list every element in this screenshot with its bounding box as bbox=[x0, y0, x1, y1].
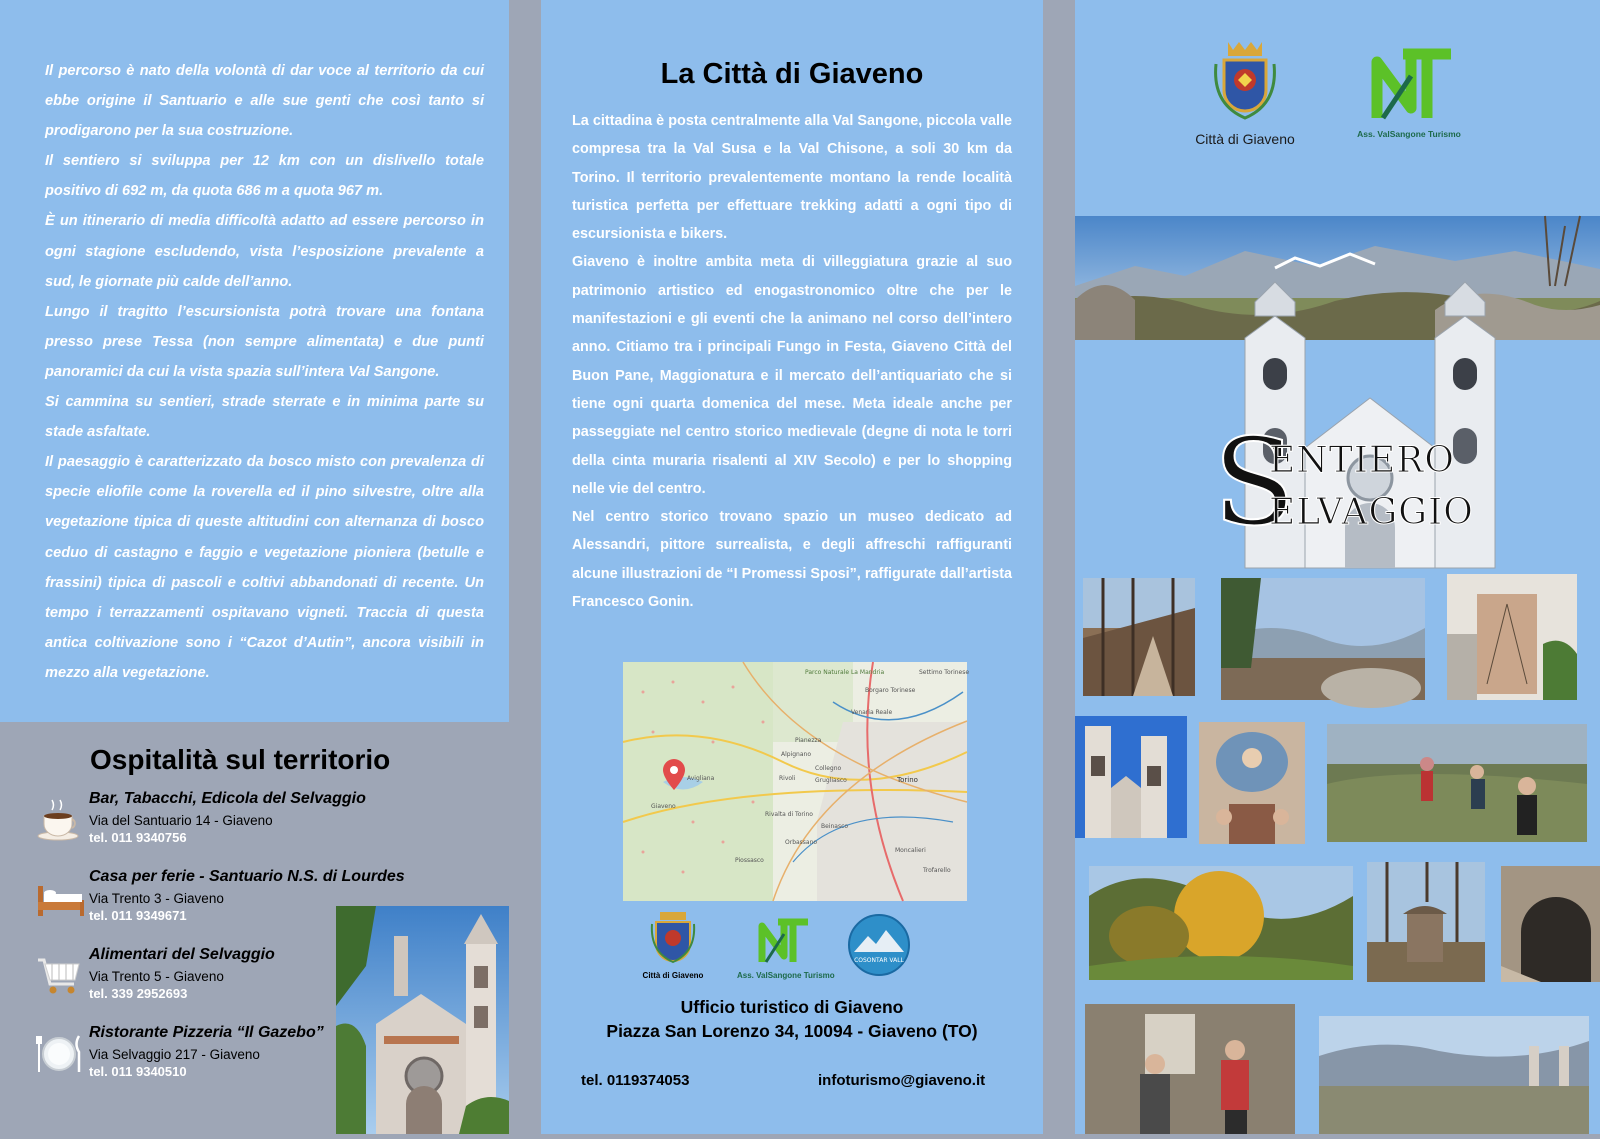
hospitality-address: Via Selvaggio 217 - Giaveno bbox=[89, 1047, 260, 1062]
trail-paragraph: Il percorso è nato della volontà di dar voce al territorio da cui ebbe origine il Santuario e alle sue genti che così tanto si prodigarono per la sua costruzione. bbox=[45, 63, 484, 140]
valsangone-logo bbox=[737, 914, 835, 980]
brand-word-sentiero: ENTIERO bbox=[1269, 440, 1455, 481]
hospitality-phone: tel. 339 2952693 bbox=[89, 986, 188, 1001]
hospitality-phone: tel. 011 9340510 bbox=[89, 1064, 187, 1079]
woodland-path-photo bbox=[1083, 578, 1195, 696]
hospitality-phone: tel. 011 9349671 bbox=[89, 908, 187, 923]
hospitality-phone: tel. 011 9340756 bbox=[89, 830, 187, 845]
map-label: Giaveno bbox=[651, 803, 676, 810]
city-description bbox=[572, 107, 1012, 616]
valsangone-logo-caption: Ass. ValSangone Turismo bbox=[737, 971, 835, 980]
hospitality-address: Via del Santuario 14 - Giaveno bbox=[89, 813, 273, 828]
map-label: Piossasco bbox=[735, 857, 764, 864]
valley-view-photo bbox=[1221, 578, 1425, 700]
hospitality-address: Via Trento 3 - Giaveno bbox=[89, 891, 224, 906]
trail-paragraph: Il paesaggio è caratterizzato da bosco misto con prevalenza di specie eliofile come la roverella ed il pino silvestre, oltre alla vegetazione tipica di queste altitudini con alternanza di bosco ceduo di castagno e faggio e vegetazione pioniera (betulle e frassini) tipica di pascoli e coltivi abbandonati di recente. Un tempo i terrazzamenti ospitavano vigneti. Traccia di questa antica coltivazione sono i “Cazot d’Autin”, ancora visibili in mezzo alla vegetazione. bbox=[45, 454, 484, 681]
trail-description-panel bbox=[0, 0, 509, 722]
map-label: Borgaro Torinese bbox=[865, 687, 916, 694]
map-label: Alpignano bbox=[781, 751, 812, 758]
trail-paragraph: È un itinerario di media difficoltà adatto ad essere percorso in ogni stagione escludendo, vista l’esposizione prevalente a sud, le giornate più calde dell’anno. bbox=[45, 213, 484, 290]
hospitality-panel bbox=[0, 722, 509, 1134]
trail-paragraph: Si cammina su sentieri, strade sterrate e in minima parte su stade asfaltate. bbox=[45, 394, 484, 441]
hospitality-address: Via Trento 5 - Giaveno bbox=[89, 969, 224, 984]
shopping-cart-icon bbox=[36, 952, 82, 998]
bed-icon bbox=[36, 874, 82, 920]
tourist-office-phone[interactable]: tel. 0119374053 bbox=[581, 1072, 690, 1089]
sanctuary-church-photo bbox=[336, 906, 509, 1134]
cazot-hut-photo bbox=[1367, 862, 1485, 982]
fresco-photo bbox=[1199, 722, 1305, 844]
map-label: Trofarello bbox=[923, 867, 951, 874]
map-label: Torino bbox=[897, 776, 918, 784]
hospitality-name: Alimentari del Selvaggio bbox=[89, 946, 275, 963]
autumn-forest-photo bbox=[1089, 866, 1353, 980]
hospitality-title: Ospitalità sul territorio bbox=[90, 744, 391, 775]
brand-initial: S bbox=[1213, 414, 1296, 553]
city-crest-logo-large bbox=[1185, 40, 1305, 147]
sundial-building-photo bbox=[1447, 574, 1577, 700]
valsangone-logo-caption-large: Ass. ValSangone Turismo bbox=[1357, 129, 1461, 139]
mountain-community-text: COSONTAR VALL bbox=[854, 957, 904, 964]
map-label: Rivoli bbox=[779, 775, 796, 782]
map-label: Moncalieri bbox=[895, 847, 926, 854]
city-info-panel bbox=[541, 0, 1043, 1134]
brand-word-selvaggio: ELVAGGIO bbox=[1269, 492, 1474, 533]
map-label: Venaria Reale bbox=[851, 709, 893, 716]
bell-towers-photo bbox=[1075, 716, 1187, 838]
map-label: Beinasco bbox=[821, 823, 849, 830]
hospitality-name: Ristorante Pizzeria “Il Gazebo” bbox=[89, 1024, 324, 1041]
map-label: Grugliasco bbox=[815, 777, 847, 784]
trail-workers-photo bbox=[1085, 1004, 1295, 1134]
city-crest-logo bbox=[637, 910, 709, 980]
trail-paragraph: Lungo il tragitto l’escursionista potrà trovare una fontana presso prese Tessa (non sempre alimentata) e due punti panoramici da cui la vista spazia sull’intera Val Sangone. bbox=[45, 303, 484, 380]
coffee-cup-icon bbox=[36, 796, 82, 842]
city-logo-caption: Città di Giaveno bbox=[642, 971, 704, 980]
tourist-office-name: Ufficio turistico di Giaveno bbox=[680, 997, 904, 1017]
map-label: Avigliana bbox=[687, 775, 715, 782]
map-label: Settimo Torinese bbox=[919, 669, 970, 676]
plate-cutlery-icon bbox=[36, 1030, 82, 1076]
hikers-group-photo bbox=[1327, 724, 1587, 842]
trail-paragraph: Il sentiero si sviluppa per 12 km con un dislivello totale positivo di 692 m, da quota 686 m a quota 967 m. bbox=[45, 153, 484, 200]
map-label: Orbassano bbox=[785, 839, 818, 846]
stone-arch-photo bbox=[1501, 866, 1600, 982]
sentiero-selvaggio-logo bbox=[1213, 414, 1474, 553]
area-map bbox=[623, 662, 970, 901]
map-label: Pianezza bbox=[795, 737, 822, 744]
city-title: La Città di Giaveno bbox=[660, 58, 924, 90]
map-label: Parco Naturale La Mandria bbox=[805, 669, 885, 676]
hospitality-name: Casa per ferie - Santuario N.S. di Lourdes bbox=[89, 868, 405, 885]
town-panorama-photo bbox=[1319, 1016, 1589, 1134]
city-logo-caption-large: Città di Giaveno bbox=[1195, 131, 1295, 147]
map-label: Rivalta di Torino bbox=[765, 811, 813, 818]
valsangone-logo-large bbox=[1349, 44, 1469, 139]
city-paragraph: La cittadina è posta centralmente alla Val Sangone, piccola valle compresa tra la Val Susa e la Val Chisone, a soli 30 km da Torino. Il territorio prevalentemente montano la rende località turistica perfetta per effettuare trekking adatti a ogni tipo di escursionista e bikers. bbox=[572, 113, 1012, 243]
mountain-community-logo bbox=[845, 914, 913, 981]
tourist-office-address: Piazza San Lorenzo 34, 10094 - Giaveno (TO) bbox=[606, 1021, 978, 1041]
map-label: Collegno bbox=[815, 765, 842, 772]
city-paragraph: Nel centro storico trovano spazio un museo dedicato ad Alessandri, pittore surrealista, e degli affreschi raffiguranti alcune illustrazioni de “I Promessi Sposi”, raffigurate dall’artista Francesco Gonin. bbox=[572, 509, 1012, 611]
cover-panel bbox=[1075, 0, 1600, 1134]
city-paragraph: Giaveno è inoltre ambita meta di villeggiatura grazie al suo patrimonio artistico ed enogastronomico oltre che per le manifestazioni e gli eventi che la animano nel corso dell’intero anno. Citiamo tra i principali Fungo in Festa, Giaveno Città del Buon Pane, Maggionatura e il mercato dell’antiquariato che si tiene ogni quarta domenica del mese. Meta ideale anche per passeggiate nel centro storico medievale (degne di nota le torri della cinta muraria risalenti al XIV Secolo) e per lo shopping nelle vie del centro. bbox=[572, 254, 1012, 497]
hospitality-name: Bar, Tabacchi, Edicola del Selvaggio bbox=[89, 790, 366, 807]
tourist-office-email[interactable]: infoturismo@giaveno.it bbox=[818, 1072, 986, 1089]
